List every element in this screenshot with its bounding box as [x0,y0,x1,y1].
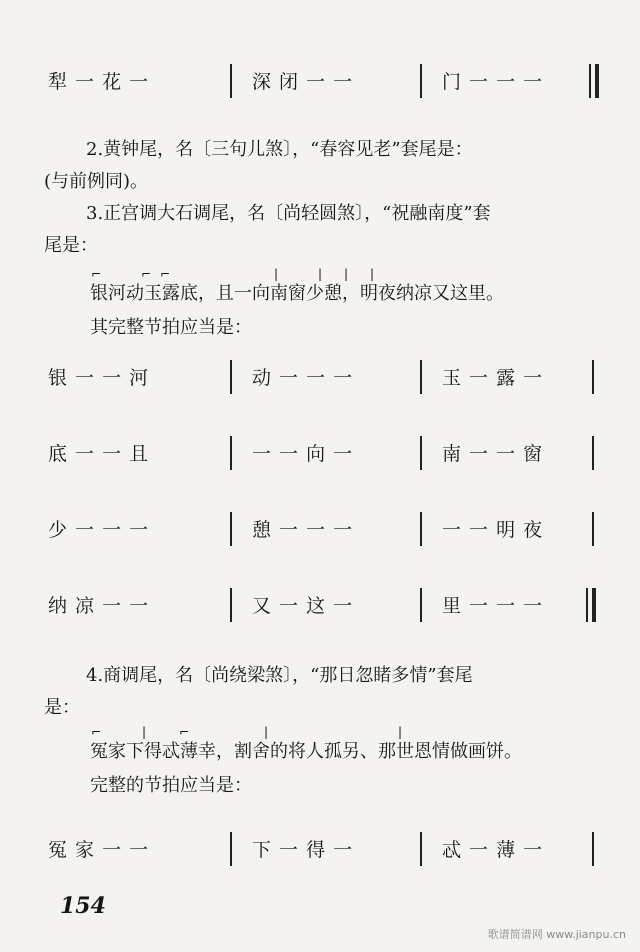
lyric-line-1: 银河动玉露底，且一向南窗少憩，明夜纳凉又这里。 [90,283,504,304]
final-barline-thin [586,588,588,622]
beat-measure-2: 又 一 这 一 [252,595,354,617]
paragraph-2-heading: 2.黄钟尾，名〔三句儿煞〕，“春容见老”套尾是： [86,139,473,160]
beat-mark-icon: | [398,725,403,739]
beat-measure-2: 下 一 得 一 [252,839,354,861]
beat-measure-2: 深 闭 一 一 [252,71,354,93]
final-barline-thick [595,64,599,98]
barline [420,588,422,622]
barline [420,436,422,470]
lyric-1-intro: 其完整节拍应当是： [90,317,252,338]
beat-row-li-hua [44,62,604,102]
barline [592,832,594,866]
final-barline-thick [592,588,596,622]
beat-row-shao-qi [44,510,604,550]
beat-measure-3: 忒 一 薄 一 [442,839,544,861]
beat-measure-2: 动 一 一 一 [252,367,354,389]
beat-measure-1: 银 一 一 河 [48,367,150,389]
beat-measure-3: 门 一 一 一 [442,71,544,93]
beat-mark-icon: ⌐ [160,267,171,281]
lyric-2-intro: 完整的节拍应当是： [90,775,252,796]
beat-measure-2: 一 一 向 一 [252,443,354,465]
beat-mark-icon: | [318,267,323,281]
beat-mark-icon: ⌐ [141,267,152,281]
beat-mark-icon: ⌐ [91,725,102,739]
beat-measure-3: 玉 一 露 一 [442,367,544,389]
barline [420,64,422,98]
barline [230,512,232,546]
final-barline-thin [589,64,591,98]
beat-measure-3: 里 一 一 一 [442,595,544,617]
barline [420,832,422,866]
barline [230,360,232,394]
site-watermark: 歌谱简谱网 www.jianpu.cn [487,928,626,941]
beat-row-yuan-jia [44,830,604,870]
beat-mark-icon: ⌐ [91,267,102,281]
beat-measure-1: 犁 一 花 一 [48,71,150,93]
barline [592,436,594,470]
beat-measure-1: 冤 家 一 一 [48,839,150,861]
barline [420,360,422,394]
barline [592,360,594,394]
beat-measure-1: 少 一 一 一 [48,519,150,541]
paragraph-3-heading: 3.正宫调大石调尾，名〔尚轻圆煞〕，“祝融南度”套 [86,203,491,224]
beat-measure-1: 纳 凉 一 一 [48,595,150,617]
lyric-line-2: 冤家下得忒薄幸，割舍的将人孤另、那世恩情做画饼。 [90,741,522,762]
beat-mark-icon: | [274,267,279,281]
barline [230,832,232,866]
barline [420,512,422,546]
beat-mark-icon: | [344,267,349,281]
barline [230,436,232,470]
paragraph-4-continued: 是： [44,697,80,718]
beat-row-yin-he [44,358,604,398]
beat-row-na-liang [44,586,604,626]
paragraph-4-heading: 4.商调尾，名〔尚绕梁煞〕，“那日忽睹多情”套尾 [86,665,473,686]
barline [230,64,232,98]
beat-row-di-qie [44,434,604,474]
paragraph-3-continued: 尾是： [44,235,98,256]
paragraph-2-note: (与前例同)。 [44,171,149,192]
beat-measure-2: 憩 一 一 一 [252,519,354,541]
beat-mark-icon: | [264,725,269,739]
beat-measure-3: 南 一 一 窗 [442,443,544,465]
beat-mark-icon: ⌐ [179,725,190,739]
beat-mark-icon: | [142,725,147,739]
page-number: 154 [60,893,106,919]
barline [230,588,232,622]
beat-measure-1: 底 一 一 且 [48,443,150,465]
beat-mark-icon: | [370,267,375,281]
beat-measure-3: 一 一 明 夜 [442,519,544,541]
barline [592,512,594,546]
